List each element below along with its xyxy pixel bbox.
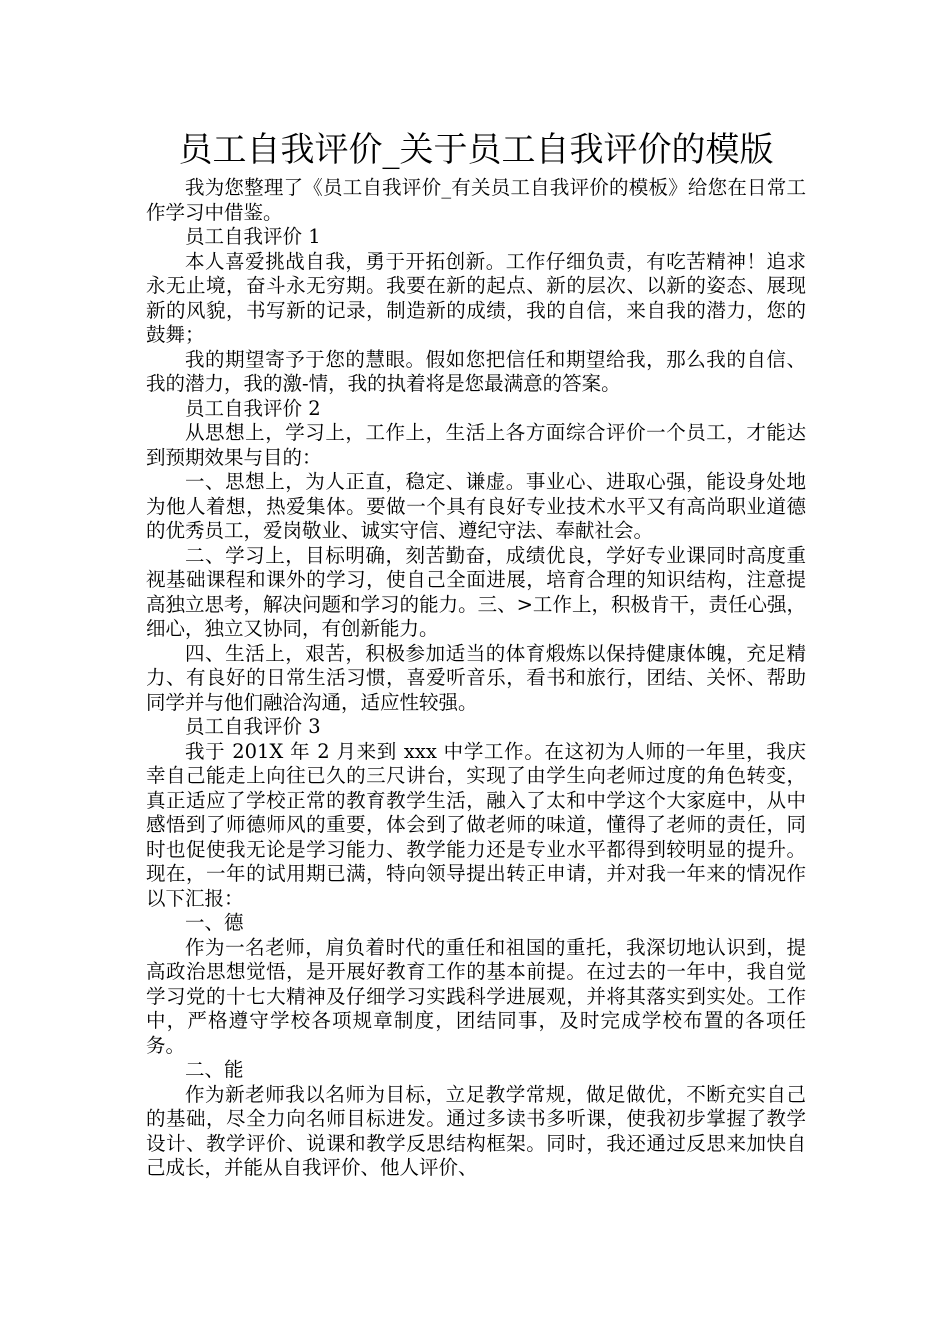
- paragraph: 从思想上，学习上，工作上，生活上各方面综合评价一个员工，才能达到预期效果与目的：: [146, 421, 806, 469]
- subheading-ability: 二、能: [185, 1058, 244, 1081]
- paragraph: 我的期望寄予于您的慧眼。假如您把信任和期望给我，那么我的自信、我的潜力，我的激-情，我的执着将是您最满意的答案。: [146, 347, 806, 395]
- paragraph: 本人喜爱挑战自我，勇于开拓创新。工作仔细负责，有吃苦精神！追求永无止境，奋斗永无穷期。我要在新的起点、新的层次、以新的姿态、展现新的风貌，书写新的记录，制造新的成绩，我的自信，来自我的潜力，您的鼓舞；: [146, 249, 806, 346]
- document-title: 员工自我评价_关于员工自我评价的模版: [178, 130, 774, 170]
- document-body: [146, 128, 806, 1181]
- paragraph: 作为新老师我以名师为目标，立足教学常规，做足做优，不断充实自己的基础，尽全力向名师目标进发。通过多读书多听课，使我初步掌握了教学设计、教学评价、说课和教学反思结构框架。同时，我还通过反思来加快自己成长，并能从自我评价、他人评价、: [146, 1082, 806, 1179]
- section-heading-1: 员工自我评价 1: [185, 225, 321, 248]
- paragraph: 我于 201X 年 2 月来到 xxx 中学工作。在这初为人师的一年里，我庆幸自己能走上向往已久的三尺讲台，实现了由学生向老师过度的角色转变，真正适应了学校正常的教育教学生活，融入了太和中学这个大家庭中，从中感悟到了师德师风的重要，体会到了做老师的味道，懂得了老师的责任，同时也促使我无论是学习能力、教学能力还是专业水平都得到较明显的提升。现在，一年的试用期已满，特向领导提出转正申请，并对我一年来的情况作以下汇报：: [146, 739, 806, 910]
- paragraph: 二、学习上，目标明确，刻苦勤奋，成绩优良，学好专业课同时高度重视基础课程和课外的学习，使自己全面进展，培育合理的知识结构，注意提高独立思考，解决问题和学习的能力。三、>工作上，积极肯干，责任心强，细心，独立又协同，有创新能力。: [146, 543, 806, 640]
- section-heading-3: 员工自我评价 3: [185, 715, 321, 738]
- paragraph: 一、思想上，为人正直，稳定、谦虚。事业心、进取心强，能设身处地为他人着想，热爱集体。要做一个具有良好专业技术水平又有高尚职业道德的优秀员工，爱岗敬业、诚实守信、遵纪守法、奉献社会。: [146, 470, 806, 542]
- subheading-virtue: 一、德: [185, 911, 244, 934]
- intro-paragraph: 我为您整理了《员工自我评价_有关员工自我评价的模板》给您在日常工作学习中借鉴。: [146, 176, 806, 224]
- section-heading-2: 员工自我评价 2: [185, 396, 321, 420]
- paragraph: 四、生活上，艰苦，积极参加适当的体育煅炼以保持健康体魄，充足精力、有良好的日常生活习惯，喜爱听音乐，看书和旅行，团结、关怀、帮助同学并与他们融洽沟通，适应性较强。: [146, 641, 806, 714]
- paragraph: 作为一名老师，肩负着时代的重任和祖国的重托，我深切地认识到，提高政治思想觉悟，是开展好教育工作的基本前提。在过去的一年中，我自觉学习党的十七大精神及仔细学习实践科学进展观，并将其落实到实处。工作中，严格遵守学校各项规章制度，团结同事，及时完成学校布置的各项任务。: [146, 935, 806, 1057]
